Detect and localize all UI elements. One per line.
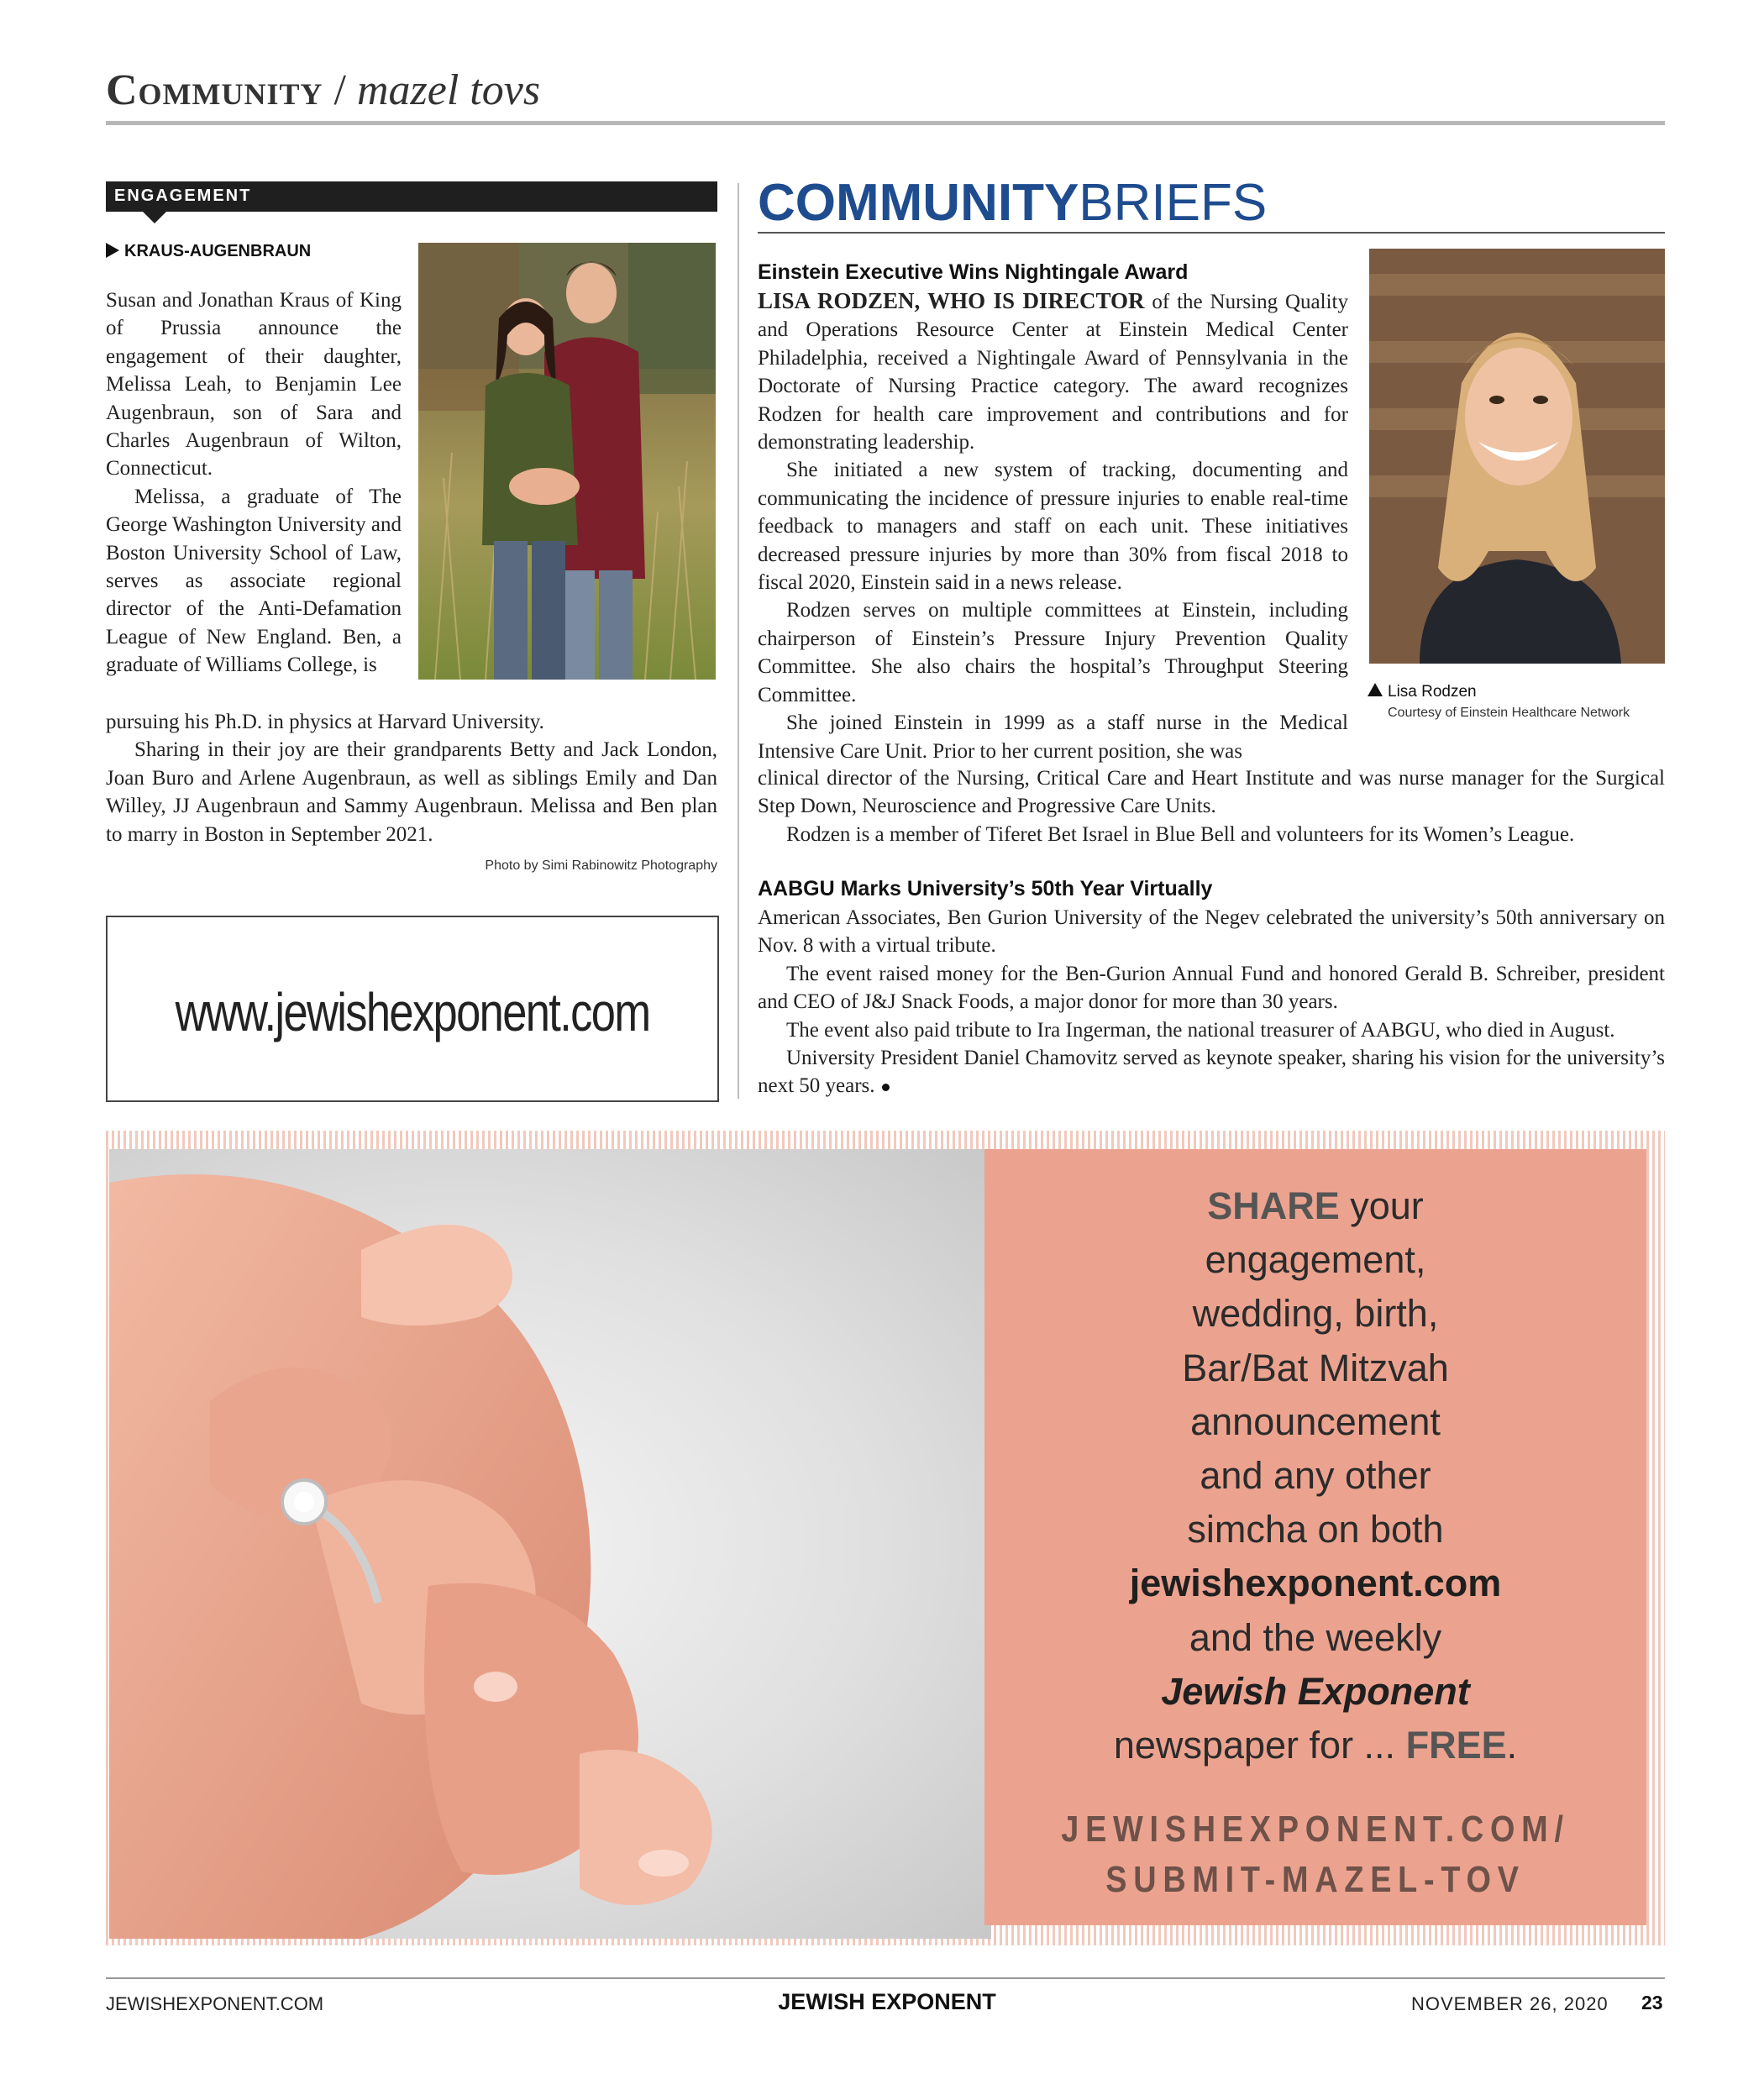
- ad-hands-ring-photo: [109, 1149, 991, 1939]
- briefs-rule: [758, 232, 1665, 234]
- section-header: [106, 66, 540, 115]
- briefs-title: [758, 173, 1267, 233]
- ad-line: SHARE your: [1207, 1184, 1424, 1227]
- engagement-paragraph: Susan and Jonathan Kraus of King of Prussia announce the engagement of their daughter, Melissa Leah, to Benjamin Lee Augenbraun, son of Sara and Charles Augenbraun of Wilton, Connecticut.: [106, 289, 402, 480]
- brief-paragraph: Rodzen is a member of Tiferet Bet Israel in Blue Bell and volunteers for its Women’s League.: [786, 822, 1575, 846]
- end-mark-icon: [882, 1084, 890, 1091]
- ad-line: simcha on both: [1187, 1508, 1444, 1551]
- ad-message: [984, 1179, 1646, 1772]
- ad-line: Bar/Bat Mitzvah: [1182, 1346, 1449, 1389]
- brief-text-wrap: [758, 287, 1348, 765]
- subsection-name: mazel tovs: [356, 66, 541, 114]
- engagement-photo-credit: Photo by Simi Rabinowitz Photography: [485, 858, 717, 873]
- ad-share: SHARE: [1207, 1184, 1340, 1227]
- ad-line: announcement: [1190, 1399, 1441, 1443]
- engagement-text-wrap: [106, 286, 402, 680]
- briefs-title-light: BRIEFS: [1079, 174, 1268, 232]
- photo-caption: Lisa Rodzen: [1368, 683, 1477, 701]
- ad-cta-line: SUBMIT-MAZEL-TOV: [1105, 1859, 1525, 1900]
- ad-publication: Jewish Exponent: [1161, 1669, 1470, 1713]
- page-number: 23: [1641, 1992, 1663, 2013]
- ad-site-link[interactable]: jewishexponent.com: [1129, 1562, 1502, 1605]
- ad-cta-line: JEWISHEXPONENT.COM/: [1061, 1809, 1570, 1850]
- engagement-paragraph: Melissa, a graduate of The George Washington University and Boston University School of Law, serves as associate regional director of the Anti-Defamation League of New England. Ben, a graduate of Williams College, is: [106, 485, 402, 677]
- header-rule: [106, 121, 1665, 125]
- ad-line: engagement,: [1205, 1238, 1426, 1282]
- ad-line: and the weekly: [1189, 1615, 1442, 1659]
- engagement-paragraph: pursuing his Ph.D. in physics at Harvard University.: [106, 711, 544, 733]
- brief-paragraph: clinical director of the Nursing, Critical Care and Heart Institute and was nurse manager for the Surgical Step Down, Neuroscience and Progressive Care Units.: [758, 767, 1665, 818]
- brief-paragraph: She initiated a new system of tracking, documenting and communicating the incidence of pressure injuries to enable real-time feedback to managers and staff on each unit. These initiatives decreased pressure injuries by more than 30% from fiscal 2018 to fiscal 2020, Einstein said in a news release.: [758, 459, 1348, 595]
- engagement-paragraph: Sharing in their joy are their grandparents Betty and Jack London, Joan Buro and Arlene Augenbraun, as well as siblings Emily and Dan Willey, JJ Augenbraun and Sammy Augenbraun. Melissa and Ben plan to marry in Boston in September 2021.: [106, 738, 717, 846]
- brief-paragraph: University President Daniel Chamovitz served as keynote speaker, sharing his vision for the university’s next 50 years.: [758, 1047, 1665, 1098]
- column-divider: [738, 183, 739, 1099]
- engagement-photo: [418, 243, 716, 680]
- brief-paragraph: American Associates, Ben Gurion University of the Negev celebrated the university’s 50th anniversary on Nov. 8 with a virtual tribute.: [758, 906, 1665, 958]
- ad-submit-link[interactable]: [1031, 1804, 1600, 1905]
- engagement-text-full: [106, 708, 717, 848]
- website-link[interactable]: www.jewishexponent.com: [175, 982, 650, 1042]
- brief-paragraph: LISA RODZEN, WHO IS DIRECTOR of the Nursing Quality and Operations Resource Center at Einstein Medical Center Philadelphia, received a Nightingale Award of Pennsylvania in the Doctorate of Nursing Practice category. The award recognizes Rodzen for health care improvement and contributions and for demonstrating leadership.: [758, 288, 1348, 454]
- lisa-rodzen-photo: [1369, 249, 1665, 664]
- footer-date: NOVEMBER 26, 2020: [1411, 1993, 1609, 2014]
- brief-headline: Einstein Executive Wins Nightingale Award: [758, 260, 1189, 284]
- footer-rule: [106, 1977, 1665, 1979]
- engagement-tag: ENGAGEMENT: [114, 186, 252, 205]
- tag-pointer-icon: [143, 212, 166, 223]
- brief-text-full: [758, 764, 1665, 848]
- footer-site: JEWISHEXPONENT.COM: [106, 1993, 324, 2014]
- brief-text: [758, 904, 1665, 1100]
- brief-paragraph: The event raised money for the Ben-Gurion Annual Fund and honored Gerald B. Schreiber, president and CEO of J&J Snack Foods, a major donor for more than 30 years.: [758, 962, 1665, 1014]
- footer-publication: JEWISH EXPONENT: [778, 1989, 996, 2014]
- brief-lede: LISA RODZEN, WHO IS DIRECTOR: [758, 288, 1145, 313]
- section-separator: /: [333, 66, 346, 114]
- brief-paragraph: She joined Einstein in 1999 as a staff nurse in the Medical Intensive Care Unit. Prior to her current position, she was: [758, 711, 1348, 763]
- section-name: Community: [106, 66, 323, 114]
- brief-paragraph: The event also paid tribute to Ira Ingerman, the national treasurer of AABGU, who died in August.: [786, 1018, 1615, 1042]
- ad-free: FREE: [1405, 1724, 1507, 1767]
- ad-line: and any other: [1200, 1454, 1431, 1498]
- brief-headline: AABGU Marks University’s 50th Year Virtually: [758, 877, 1213, 900]
- engagement-headline: KRAUS-AUGENBRAUN: [106, 242, 311, 261]
- triangle-right-icon: [106, 243, 119, 258]
- triangle-up-icon: [1368, 683, 1383, 696]
- briefs-title-bold: COMMUNITY: [758, 174, 1079, 232]
- ad-line: wedding, birth,: [1192, 1292, 1439, 1336]
- ad-line: newspaper for ... FREE.: [1113, 1724, 1518, 1767]
- photo-courtesy: Courtesy of Einstein Healthcare Network: [1388, 706, 1630, 720]
- brief-paragraph: Rodzen serves on multiple committees at Einstein, including chairperson of Einstein’s Pressure Injury Prevention Quality Committee. She also chairs the hospital’s Throughput Steering Committee.: [758, 599, 1348, 706]
